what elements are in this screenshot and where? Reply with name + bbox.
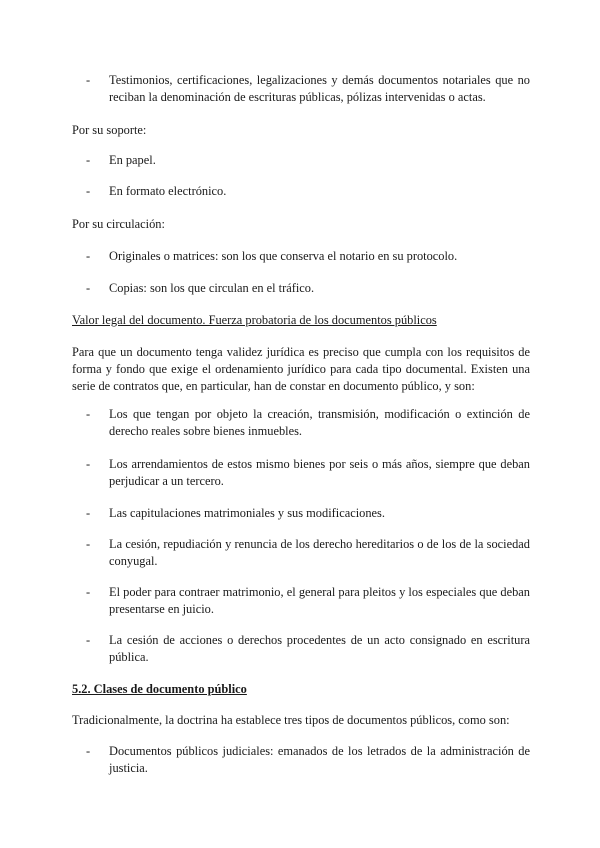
list-item: [86, 280, 530, 297]
list-bullet: -: [86, 73, 91, 87]
list-item: [86, 505, 530, 522]
list-item: [86, 584, 530, 618]
list-item-text: Copias: son los que circulan en el tráfico.: [109, 281, 315, 295]
list-item-text: El poder para contraer matrimonio, el general para pleitos y los especiales que deban presentarse en juicio.: [109, 585, 530, 616]
paragraph: Para que un documento tenga validez jurídica es preciso que cumpla con los requisitos de forma y fondo que exige el ordenamiento jurídico para cada tipo documental. Existen una serie de contratos que, en particular, han de constar en documento público, y son:: [72, 345, 530, 393]
list-item-text: Testimonios, certificaciones, legalizaciones y demás documentos notariales que no reciban la denominación de escrituras públicas, pólizas intervenidas o actas.: [109, 73, 530, 104]
list-bullet: -: [86, 281, 91, 295]
list-bullet: -: [86, 184, 91, 198]
section-label: Por su soporte:: [72, 123, 147, 137]
list-item-text: La cesión de acciones o derechos procedentes de un acto consignado en escritura pública.: [109, 633, 530, 664]
list-bullet: -: [86, 633, 91, 647]
list-item: [86, 632, 530, 666]
list-item-text: La cesión, repudiación y renuncia de los derecho hereditarios o de los de la sociedad conyugal.: [109, 537, 530, 568]
list-item: [86, 152, 530, 169]
list-bullet: -: [86, 407, 91, 421]
list-item-text: Los arrendamientos de estos mismo bienes por seis o más años, siempre que deban perjudicar a un tercero.: [109, 457, 530, 488]
list-item: [86, 406, 530, 440]
list-item-text: Las capitulaciones matrimoniales y sus modificaciones.: [109, 506, 385, 520]
list-item: [86, 743, 530, 777]
list-bullet: -: [86, 537, 91, 551]
list-item: [86, 456, 530, 490]
list-item-text: Documentos públicos judiciales: emanados de los letrados de la administración de justicia.: [109, 744, 530, 775]
list-bullet: -: [86, 585, 91, 599]
paragraph: Tradicionalmente, la doctrina ha establece tres tipos de documentos públicos, como son:: [72, 713, 510, 727]
list-item: [86, 248, 530, 265]
list-bullet: -: [86, 249, 91, 263]
list-item-text: En formato electrónico.: [109, 184, 227, 198]
list-item: [86, 72, 530, 106]
list-bullet: -: [86, 457, 91, 471]
section-title: Valor legal del documento. Fuerza probatoria de los documentos públicos: [72, 313, 437, 327]
list-item-text: Originales o matrices: son los que conserva el notario en su protocolo.: [109, 249, 458, 263]
list-bullet: -: [86, 744, 91, 758]
section-label: Por su circulación:: [72, 217, 165, 231]
list-bullet: -: [86, 153, 91, 167]
list-item: [86, 536, 530, 570]
list-item-text: En papel.: [109, 153, 156, 167]
list-item: [86, 183, 530, 200]
list-item-text: Los que tengan por objeto la creación, transmisión, modificación o extinción de derecho reales sobre bienes inmuebles.: [109, 407, 530, 438]
list-bullet: -: [86, 506, 91, 520]
section-heading: 5.2. Clases de documento público: [72, 682, 247, 696]
